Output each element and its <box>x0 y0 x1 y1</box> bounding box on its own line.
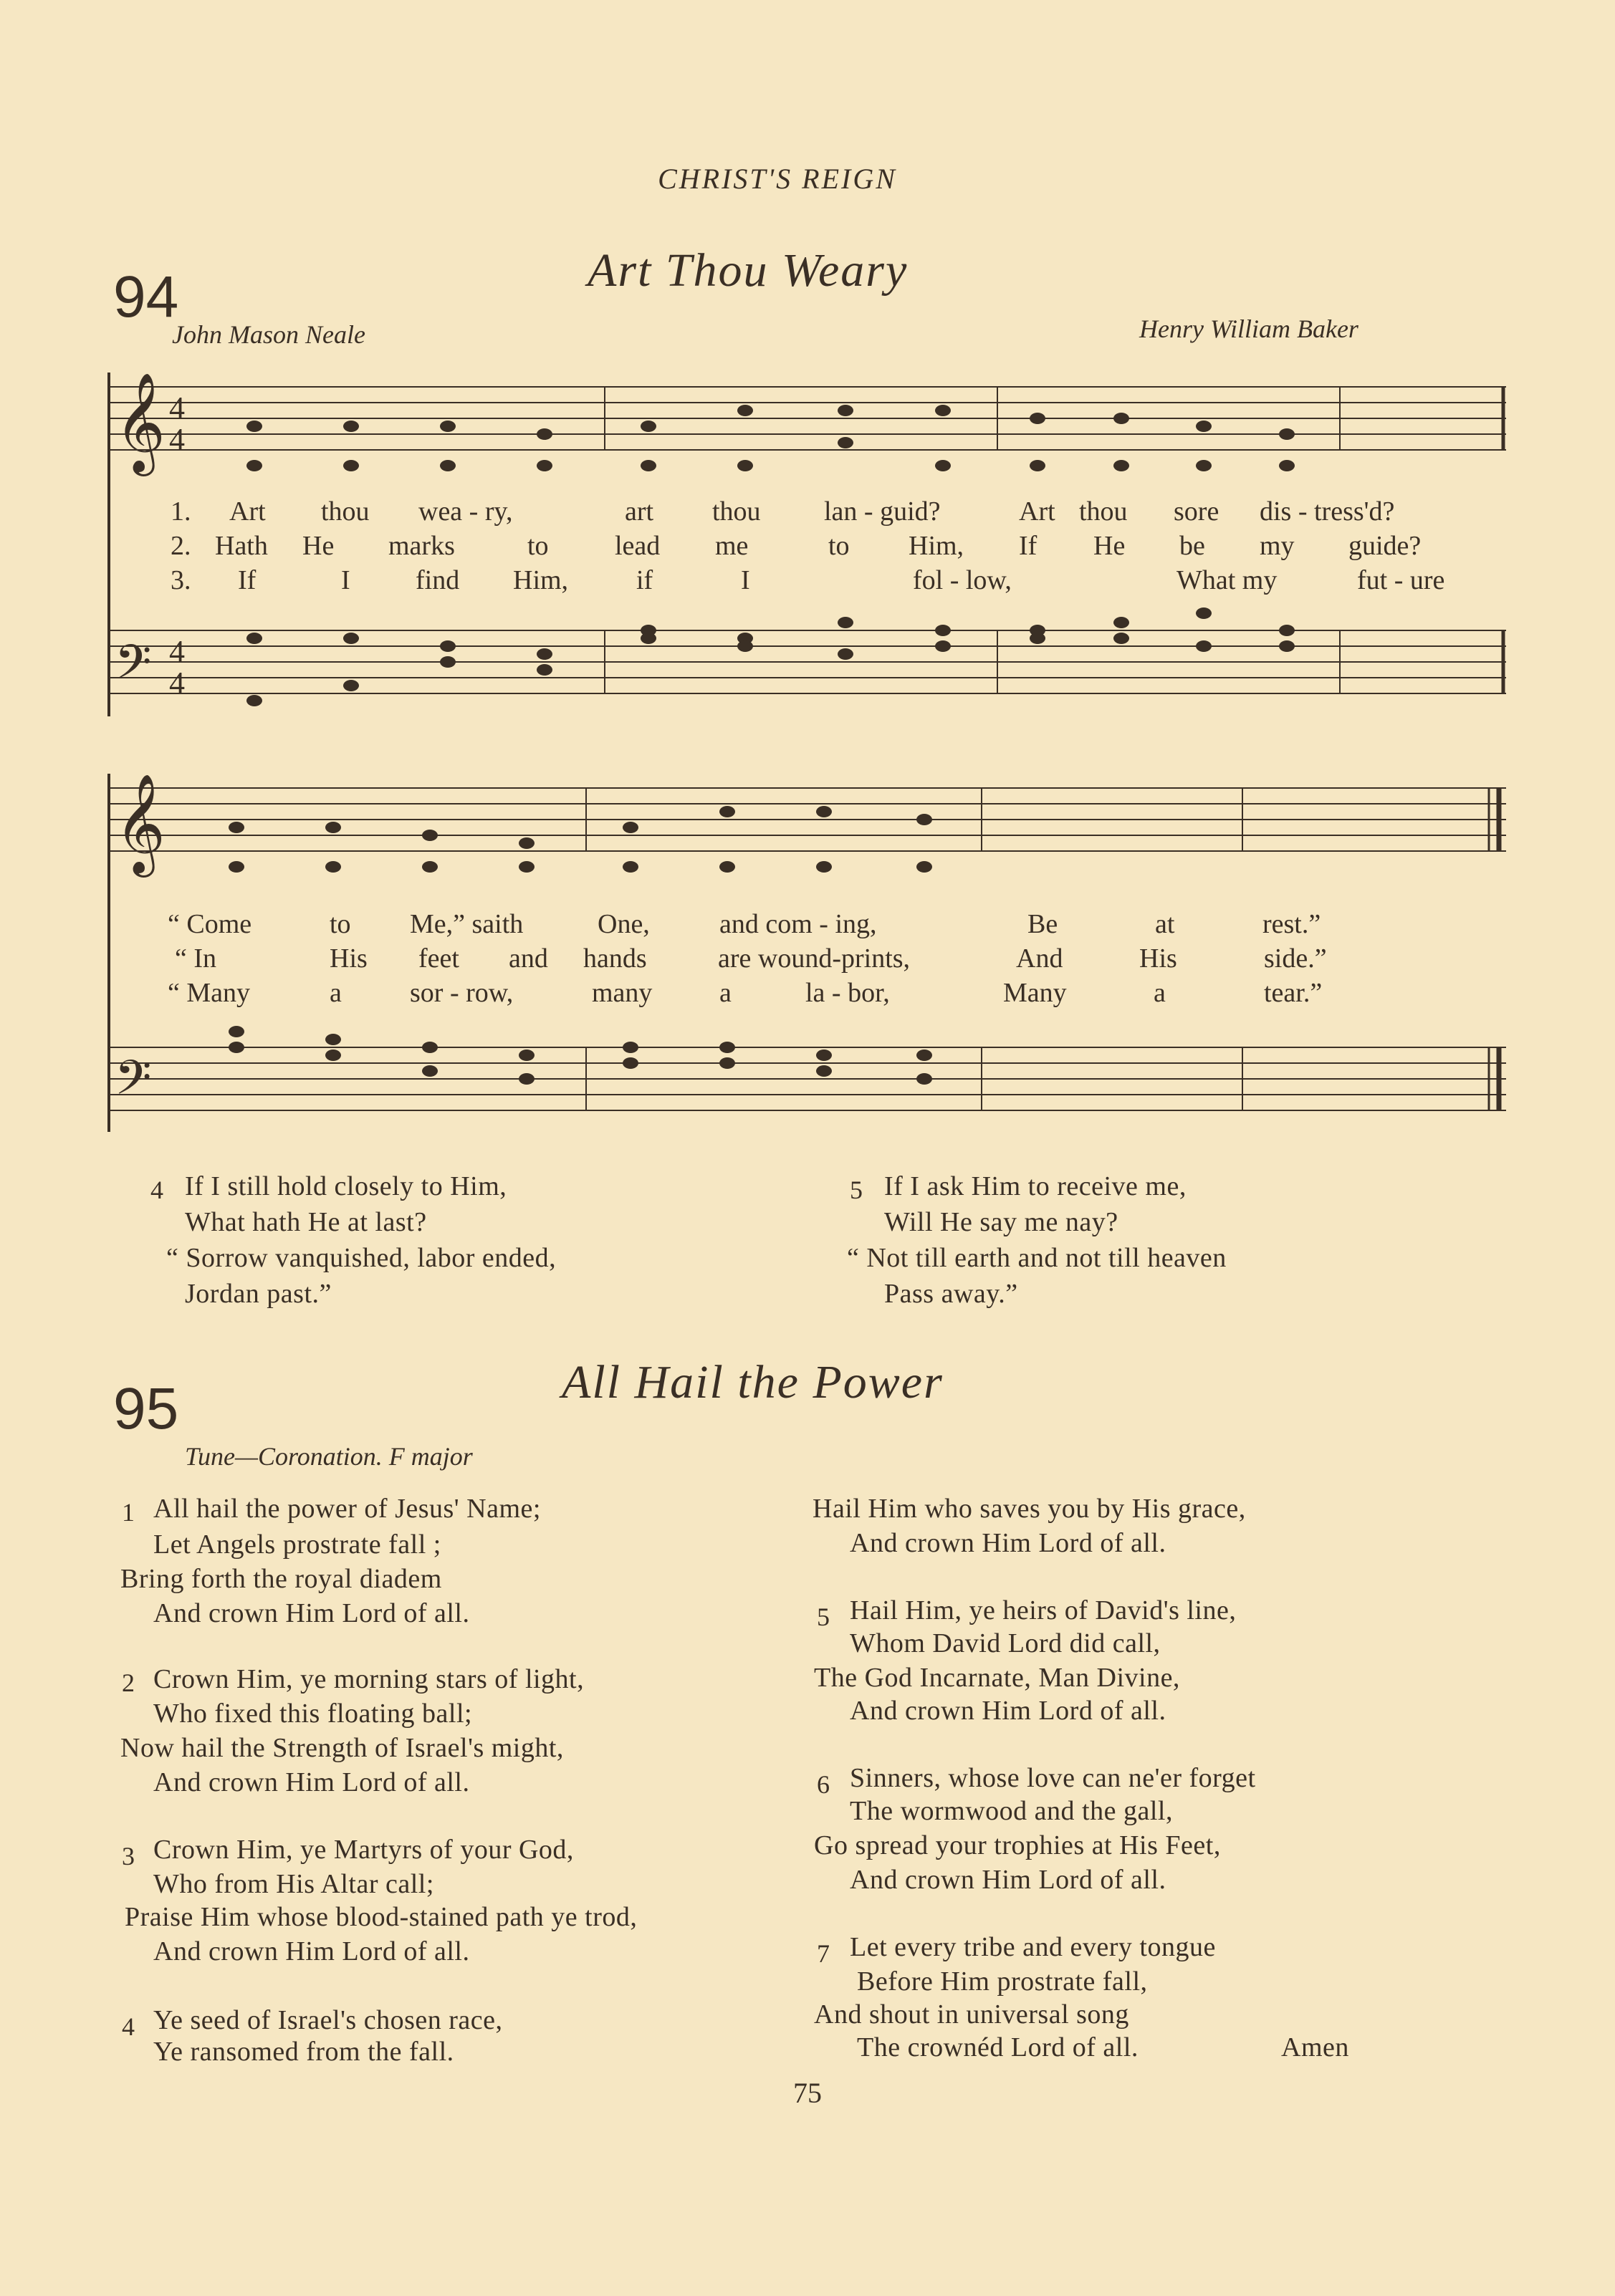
stanza-line: Crown Him, ye Martyrs of your God, <box>153 1835 574 1865</box>
stanza-line: Ye ransomed from the fall. <box>153 2037 454 2067</box>
lyric-word: sor - row, <box>410 978 514 1008</box>
time-sig-top: 4 <box>169 390 185 426</box>
verse-number: 2. <box>171 531 191 561</box>
verse-number: 2 <box>122 1668 135 1697</box>
lyric-line-3 <box>171 565 1445 596</box>
lyric-word: “ Come <box>168 909 252 939</box>
lyric-word: tear.” <box>1264 978 1323 1008</box>
lyric-word: fol - low, <box>913 565 1012 595</box>
amen: Amen <box>1281 2032 1349 2062</box>
lyric-word: wea - ry, <box>418 496 513 527</box>
stanza-line: And crown Him Lord of all. <box>153 1598 470 1628</box>
lyric-word: a <box>719 978 732 1008</box>
stanza-line: Crown Him, ye morning stars of light, <box>153 1664 585 1694</box>
stanza-line: Jordan past.” <box>185 1279 332 1309</box>
lyric-line-3 <box>168 977 1323 1009</box>
stanza-line: And crown Him Lord of all. <box>850 1528 1166 1558</box>
lyric-word: thou <box>321 496 370 527</box>
stanza-line: “ Sorrow vanquished, labor ended, <box>166 1243 557 1273</box>
verse-number: 3 <box>122 1842 135 1870</box>
lyric-word: side.” <box>1264 943 1327 974</box>
lyric-word: hands <box>583 943 647 974</box>
stanza-line: Ye seed of Israel's chosen race, <box>153 2005 503 2035</box>
treble-clef-icon: 𝄞 <box>115 373 166 472</box>
lyric-word: art <box>625 496 654 527</box>
stanza-line: All hail the power of Jesus' Name; <box>153 1494 541 1524</box>
lyric-word: rest.” <box>1262 909 1321 939</box>
lyric-word: fut - ure <box>1357 565 1445 595</box>
stanza-line: Let Angels prostrate fall ; <box>153 1529 441 1560</box>
lyric-word: find <box>416 565 460 595</box>
hymn-94-title: Art Thou Weary <box>588 244 909 297</box>
lyric-word: a <box>330 978 342 1008</box>
lyric-line-1 <box>171 496 1395 527</box>
system-2-bass-notes <box>229 1026 1298 1108</box>
lyric-word: Art <box>229 496 266 527</box>
stanza-line: The crownéd Lord of all. <box>857 2032 1139 2062</box>
svg-text:𝄢: 𝄢 <box>115 1050 152 1117</box>
lyric-word: to <box>527 531 549 561</box>
system-2-bass-staff <box>109 1047 1506 1110</box>
lyric-word: He <box>1093 531 1126 561</box>
lyric-word: His <box>1139 943 1177 974</box>
lyric-word: He <box>302 531 335 561</box>
system-1-bass-staff <box>109 630 1506 693</box>
stanza-line: Before Him prostrate fall, <box>857 1966 1148 1997</box>
page-number: 75 <box>793 2077 822 2109</box>
lyric-word: many <box>592 978 653 1008</box>
stanza-line: And crown Him Lord of all. <box>850 1696 1166 1726</box>
stanza-line: Bring forth the royal diadem <box>120 1564 442 1594</box>
lyric-word: Him, <box>513 565 569 595</box>
svg-text:4: 4 <box>169 666 185 701</box>
stanza-line: Let every tribe and every tongue <box>850 1932 1216 1962</box>
stanza-line: Praise Him whose blood-stained path ye trod, <box>125 1902 638 1932</box>
lyric-word: Art <box>1019 496 1055 527</box>
stanza-line: Hail Him, ye heirs of David's line, <box>850 1595 1237 1625</box>
stanza-line: And crown Him Lord of all. <box>850 1865 1166 1895</box>
svg-text:4: 4 <box>169 634 185 669</box>
hymn-94-author-left: John Mason Neale <box>172 320 365 349</box>
lyric-line-2 <box>171 530 1422 562</box>
system-1-bass-notes <box>246 607 1395 706</box>
hymn-94-author-right: Henry William Baker <box>1139 314 1358 343</box>
lyric-word: at <box>1155 909 1175 939</box>
lyric-word: my <box>1260 531 1295 561</box>
stanza-line: If I ask Him to receive me, <box>884 1171 1187 1201</box>
system-1-treble-staff <box>109 387 1506 450</box>
time-sig-bottom: 4 <box>169 422 185 457</box>
lyric-word: Many <box>1003 978 1067 1008</box>
svg-text:𝄞: 𝄞 <box>115 774 166 873</box>
hymn-94-number: 94 <box>113 264 179 330</box>
stanza-line: Hail Him who saves you by His grace, <box>813 1494 1246 1524</box>
verse-number: 7 <box>817 1939 830 1968</box>
lyric-word: “ In <box>175 943 217 974</box>
lyric-word: thou <box>712 496 761 527</box>
lyric-word: be <box>1179 531 1205 561</box>
lyric-word: to <box>330 909 351 939</box>
verse-number: 1 <box>122 1498 135 1527</box>
lyric-word: Him, <box>909 531 964 561</box>
lyric-word: Be <box>1027 909 1058 939</box>
stanza-line: If I still hold closely to Him, <box>185 1171 507 1201</box>
lyric-word: la - bor, <box>805 978 890 1008</box>
lyric-word: a <box>1154 978 1166 1008</box>
hymn-95-number: 95 <box>113 1376 179 1441</box>
lyric-word: Me,” saith <box>410 909 524 939</box>
lyric-word: are wound-prints, <box>718 943 911 974</box>
verse-number: 5 <box>817 1603 830 1631</box>
lyric-word: lead <box>615 531 661 561</box>
stanza-line: “ Not till earth and not till heaven <box>847 1243 1227 1273</box>
stanza-line: Will He say me nay? <box>884 1207 1118 1237</box>
lyric-word: And <box>1016 943 1063 974</box>
lyric-word: If <box>238 565 257 595</box>
section-header: CHRIST'S REIGN <box>658 163 897 195</box>
verse-number: 5 <box>850 1176 863 1204</box>
stanza-line: And crown Him Lord of all. <box>153 1936 470 1966</box>
lyric-word: thou <box>1079 496 1128 527</box>
hymn-95-title: All Hail the Power <box>562 1356 944 1408</box>
lyric-word: “ Many <box>168 978 251 1008</box>
system-1-treble-notes <box>246 405 1395 471</box>
lyric-word: If <box>1019 531 1037 561</box>
lyric-line-1 <box>168 908 1321 940</box>
lyric-word: to <box>828 531 850 561</box>
verse-number: 6 <box>817 1770 830 1799</box>
lyric-word: sore <box>1174 496 1219 527</box>
verse-number: 1. <box>171 496 191 527</box>
stanza-line: Pass away.” <box>884 1279 1018 1309</box>
hymn-95-tune: Tune—Coronation. F major <box>185 1442 473 1471</box>
verse-number: 4 <box>150 1176 163 1204</box>
stanza-line: The wormwood and the gall, <box>850 1796 1173 1826</box>
lyric-word: I <box>741 565 750 595</box>
stanza-line: And shout in universal song <box>814 1999 1129 2030</box>
lyric-word: What my <box>1176 565 1278 595</box>
verse-number: 4 <box>122 2012 135 2041</box>
stanza-line: Who from His Altar call; <box>153 1869 434 1899</box>
lyric-word: I <box>341 565 350 595</box>
stanza-line: And crown Him Lord of all. <box>153 1767 470 1797</box>
lyric-word: lan - guid? <box>824 496 941 527</box>
lyric-word: and com - ing, <box>719 909 877 939</box>
stanza-line: Go spread your trophies at His Feet, <box>814 1830 1221 1860</box>
lyric-word: Hath <box>215 531 268 561</box>
lyric-word: One, <box>598 909 650 939</box>
lyric-word: and <box>509 943 548 974</box>
stanza-line: What hath He at last? <box>185 1207 427 1237</box>
lyric-word: His <box>330 943 368 974</box>
lyric-word: dis - tress'd? <box>1260 496 1395 527</box>
bass-clef-icon: 𝄢 <box>115 635 152 701</box>
lyric-line-2 <box>175 943 1327 974</box>
system-2-treble-notes <box>229 806 1298 881</box>
stanza-line: Whom David Lord did call, <box>850 1628 1161 1658</box>
verse-number: 3. <box>171 565 191 595</box>
stanza-line: Sinners, whose love can ne'er forget <box>850 1763 1256 1793</box>
lyric-word: feet <box>418 943 459 974</box>
system-2-treble-staff <box>109 788 1506 851</box>
lyric-word: marks <box>388 531 455 561</box>
lyric-word: if <box>636 565 653 595</box>
stanza-line: The God Incarnate, Man Divine, <box>814 1663 1180 1693</box>
stanza-line: Now hail the Strength of Israel's might, <box>120 1733 564 1763</box>
lyric-word: me <box>715 531 749 561</box>
stanza-line: Who fixed this floating ball; <box>153 1699 473 1729</box>
lyric-word: guide? <box>1348 531 1422 561</box>
